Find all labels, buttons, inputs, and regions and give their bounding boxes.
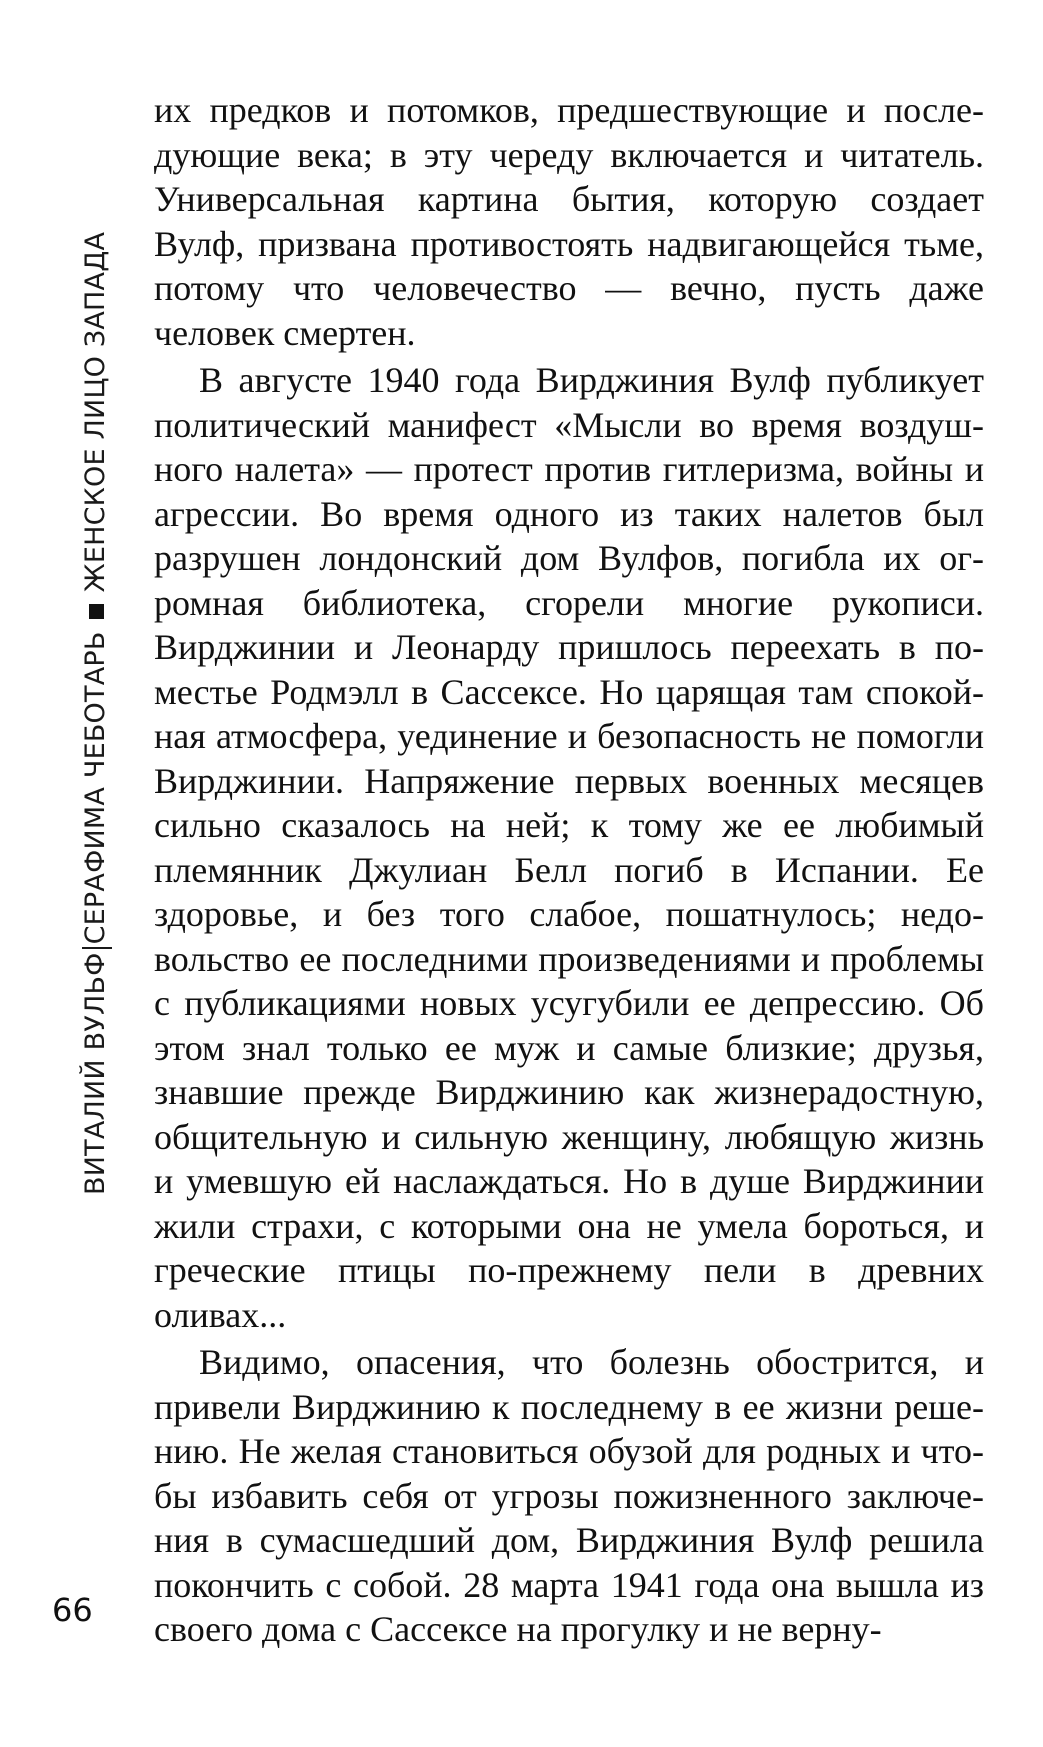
running-head <box>71 185 121 1195</box>
paragraph-continuation: их предков и потомков, предшествующие и последующие века; в эту череду включается и читатель. Универсальная картина бытия, которую создает Вулф, призвана противостоять надвигающейся тьме, потому что человечество — вечно, пусть даже человек смертен. <box>154 90 984 353</box>
running-head-book-title: ЖЕНСКОЕ ЛИЦО ЗАПАДА <box>80 231 111 593</box>
running-head-authors: ВИТАЛИЙ ВУЛЬФ <box>80 952 111 1195</box>
running-head-coauthor: СЕРАФИМА ЧЕБОТАРЬ <box>80 631 111 945</box>
separator-square-icon <box>89 604 104 619</box>
body-text <box>154 88 984 1652</box>
paragraph-final-decision: Видимо, опасения, что болезнь обострится, и привели Вирджинию к последнему в ее жизни решению. Не желая становиться обузой для родных и чтобы избавить себя от угрозы пожизненного заключения в сумасшедший дом, Вирджиния Вулф решила покончить с собой. 28 марта 1941 года она вышла из своего дома с Сассексе на прогулку и не верну- <box>154 1342 984 1649</box>
separator-bar <box>82 947 112 949</box>
page-number: 66 <box>52 1591 93 1629</box>
paragraph-august-1940: В августе 1940 года Вирджиния Вулф публикует политический манифест «Мысли во время воздушного налета» — протест против гитлеризма, войны и агрессии. Во время одного из таких налетов был разрушен лондонский дом Вулфов, погибла их огромная библиотека, сгорели многие рукописи. Вирджинии и Леонарду пришлось переехать в поместье Родмэлл в Сассексе. Но царящая там спокойная атмосфера, уединение и безопасность не помогли Вирджинии. Напряжение первых военных месяцев сильно сказалось на ней; к тому же ее любимый племянник Джулиан Белл погиб в Испании. Ее здоровье, и без того слабое, пошатнулось; недовольство ее последними произведениями и проблемы с публикациями новых усугубили ее депрессию. Об этом знал только ее муж и самые близкие; друзья, знавшие прежде Вирджинию как жизнерадостную, общительную и сильную женщину, любящую жизнь и умевшую ей наслаждаться. Но в душе Вирджинии жили страхи, с которыми она не умела бороться, и греческие птицы по-прежнему пели в древних оливах... <box>154 360 984 1335</box>
